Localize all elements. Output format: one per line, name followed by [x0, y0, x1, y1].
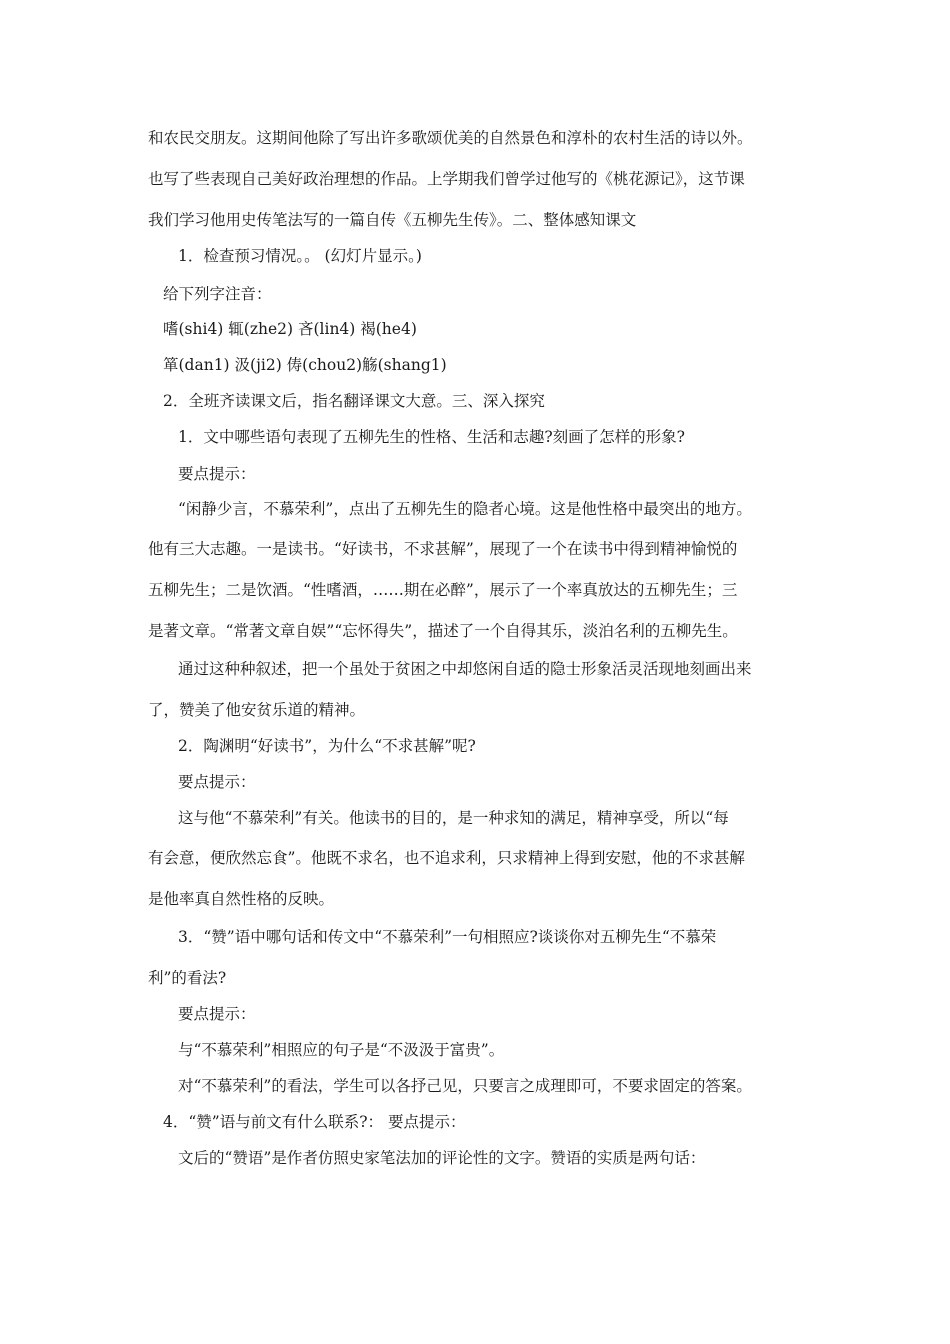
paragraph-line: 了，赞美了他安贫乐道的精神。	[148, 701, 366, 719]
list-item: 2．全班齐读课文后，指名翻译课文大意。三、深入探究	[163, 392, 545, 410]
paragraph-line: 和农民交朋友。这期间他除了写出许多歌颂优美的自然景色和淳朴的农村生活的诗以外。	[148, 129, 753, 147]
question-line: 3．“赞”语中哪句话和传文中“不慕荣利”一句相照应?谈谈你对五柳先生“不慕荣	[178, 928, 717, 946]
list-item: 1．检查预习情况。。 (幻灯片显示。)	[178, 247, 422, 265]
paragraph-line: “闲静少言，不慕荣利”，点出了五柳先生的隐者心境。这是他性格中最突出的地方。	[178, 500, 752, 518]
paragraph-line: 五柳先生；二是饮酒。“性嗜酒，……期在必醉”，展示了一个率真放达的五柳先生；三	[148, 581, 738, 599]
pinyin-line: 箪(dan1) 汲(ji2) 俦(chou2)觞(shang1)	[163, 356, 447, 374]
hint-label: 要点提示：	[178, 773, 256, 791]
hint-label: 要点提示：	[178, 1005, 256, 1023]
paragraph-line: 文后的“赞语”是作者仿照史家笔法加的评论性的文字。赞语的实质是两句话：	[178, 1149, 706, 1167]
hint-label: 要点提示：	[178, 465, 256, 483]
question-line: 2．陶渊明“好读书”，为什么“不求甚解”呢?	[178, 737, 476, 755]
paragraph-line: 他有三大志趣。一是读书。“好读书，不求甚解”，展现了一个在读书中得到精神愉悦的	[148, 540, 738, 558]
paragraph-line: 也写了些表现自己美好政治理想的作品。上学期我们曾学过他写的《桃花源记》，这节课	[148, 170, 745, 188]
question-line: 利”的看法?	[148, 969, 227, 987]
paragraph-line: 是他率真自然性格的反映。	[148, 890, 335, 908]
paragraph-line: 我们学习他用史传笔法写的一篇自传《五柳先生传》。二、整体感知课文	[148, 211, 637, 229]
paragraph-line: 给下列字注音：	[163, 285, 272, 303]
paragraph-line: 通过这种种叙述，把一个虽处于贫困之中却悠闲自适的隐士形象活灵活现地刻画出来	[178, 660, 752, 678]
pinyin-line: 嗜(shi4) 辄(zhe2) 吝(lin4) 褐(he4)	[163, 320, 417, 338]
paragraph-line: 与“不慕荣利”相照应的句子是“不汲汲于富贵”。	[178, 1041, 505, 1059]
question-line: 1．文中哪些语句表现了五柳先生的性格、生活和志趣?刻画了怎样的形象?	[178, 428, 685, 446]
question-line: 4．“赞”语与前文有什么联系?： 要点提示：	[163, 1113, 466, 1131]
paragraph-line: 有会意，便欣然忘食”。他既不求名，也不追求利，只求精神上得到安慰，他的不求甚解	[148, 849, 745, 867]
paragraph-line: 这与他“不慕荣利”有关。他读书的目的，是一种求知的满足，精神享受，所以“每	[178, 809, 729, 827]
paragraph-line: 是著文章。“常著文章自娱”“忘怀得失”，描述了一个自得其乐，淡泊名利的五柳先生。	[148, 622, 738, 640]
paragraph-line: 对“不慕荣利”的看法，学生可以各抒己见，只要言之成理即可，不要求固定的答案。	[178, 1077, 752, 1095]
